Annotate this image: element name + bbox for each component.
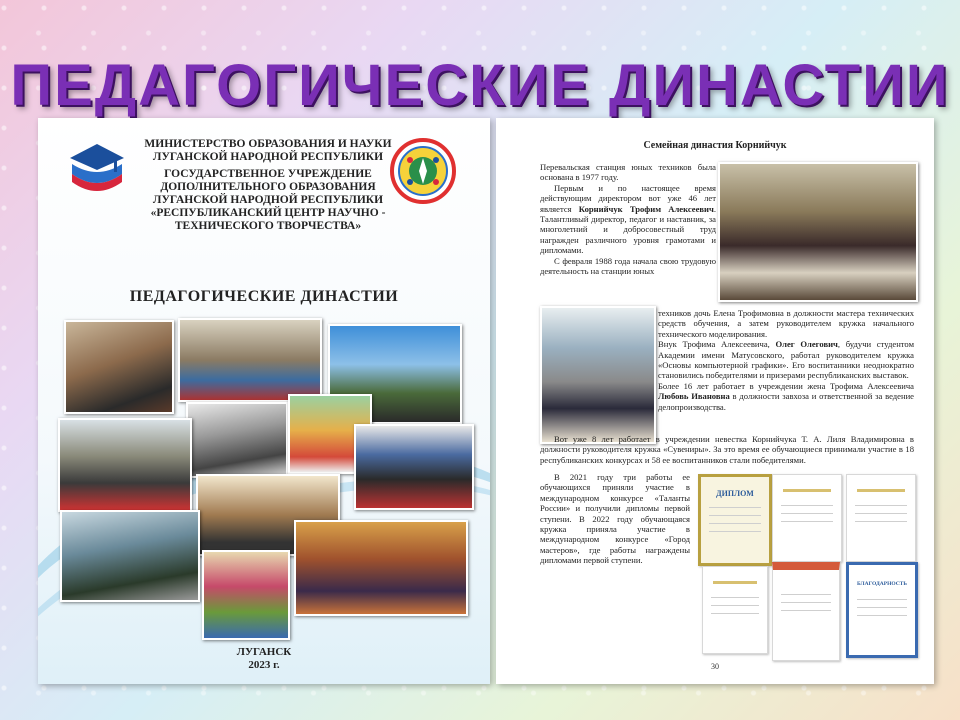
certificate xyxy=(702,566,768,654)
certificate xyxy=(772,474,842,562)
article-text-wide xyxy=(540,434,914,465)
article-paragraph xyxy=(658,381,914,412)
article-heading: Семейная династия Корнийчук xyxy=(643,140,787,151)
souvenir-photo xyxy=(202,550,290,640)
year-label: 2023 г. xyxy=(248,659,280,671)
models-photo xyxy=(58,418,192,512)
center-emblem-icon xyxy=(390,138,456,204)
text-run: Более 16 лет работает в учреждении жена Трофима Алексеевича xyxy=(658,380,914,391)
teacher-at-desk-photo xyxy=(540,306,656,444)
ministry-line: МИНИСТЕРСТВО ОБРАЗОВАНИЯ И НАУКИ xyxy=(144,138,392,150)
museum-photo xyxy=(718,162,918,302)
article-paragraph: Вот уже 8 лет работает в учреждении невестка Корнийчука Т. А. Лиля Владимировна в должности руководителя кружка «Сувениры». За это время ее обучающиеся принимали участие в 18 республиканских конкурсах и 58 ее воспитанников стали победителями. xyxy=(540,434,914,465)
article-text-middle xyxy=(658,308,914,412)
event-photo xyxy=(354,424,474,510)
text-run: Первым и по настоящее время действующим директором вот уже 46 лет является xyxy=(540,182,716,214)
article-paragraph: С февраля 1988 года начала свою трудовую деятельность на станции юных xyxy=(540,255,716,277)
portrait-photo xyxy=(186,402,288,478)
article-page xyxy=(496,118,934,684)
article-paragraph: техников дочь Елена Трофимовна в должности мастера технических средств обучения, а затем руководителем кружка начального технического моделирования. xyxy=(658,308,914,339)
person-name: Олег Олегович xyxy=(775,339,838,350)
text-run: . Талантливый директор, педагог и наставник, за многолетний и добросовестный труд награжден различного уровня грамотами и дипломами. xyxy=(540,203,716,256)
cover-city xyxy=(38,646,490,672)
article-paragraph xyxy=(540,183,716,256)
article-text-top xyxy=(540,162,716,276)
workshop-photo xyxy=(178,318,322,402)
person-name: Любовь Ивановна xyxy=(658,391,730,402)
article-paragraph: Перевальская станция юных техников была основана в 1977 году. xyxy=(540,162,716,183)
page-number: 30 xyxy=(711,662,719,671)
diploma-certificate xyxy=(698,474,772,566)
text-run: в должности завхоза и ответственной за ведение делопроизводства. xyxy=(658,391,914,412)
ministry-line: ЛУГАНСКОЙ НАРОДНОЙ РЕСПУБЛИКИ xyxy=(152,151,384,163)
institution-line: «РЕСПУБЛИКАНСКИЙ ЦЕНТР НАУЧНО - ТЕХНИЧЕСКОГО ТВОРЧЕСТВА» xyxy=(150,207,386,232)
gratitude-certificate xyxy=(846,562,918,658)
person-name: Корнийчук Трофим Алексеевич xyxy=(578,203,714,214)
craft-photo xyxy=(60,510,200,602)
slide-title: ПЕДАГОГИЧЕСКИЕ ДИНАСТИИ xyxy=(10,53,950,118)
cover-institution xyxy=(108,168,428,233)
family-photo xyxy=(64,320,174,414)
institution-line: ЛУГАНСКОЙ НАРОДНОЙ РЕСПУБЛИКИ xyxy=(152,194,384,206)
institution-line: ДОПОЛНИТЕЛЬНОГО ОБРАЗОВАНИЯ xyxy=(160,181,376,193)
article-paragraph xyxy=(658,339,914,381)
certificate xyxy=(772,562,840,661)
article-text-bottom xyxy=(540,472,690,652)
text-run: Внук Трофима Алексеевича, xyxy=(658,339,776,350)
text-run: , будучи студентом Академии имени Матусовского, работал руководителем кружка «Основы компьютерной графики». Его воспитанники неоднократно становились победителями и призерами республиканских выставок. xyxy=(658,339,915,381)
city-label: ЛУГАНСК xyxy=(236,646,292,658)
couple-photo xyxy=(294,520,468,616)
diploma-label: ДИПЛОМ xyxy=(716,489,754,498)
gratitude-label: БЛАГОДАРНОСТЬ xyxy=(857,581,907,587)
article-paragraph: В 2021 году три работы ее обучающихся приняли участие в международном конкурсе «Таланты России» и получили дипломы первой ступени. В 2022 году обучающаяся кружка приняла участие в международном конкурсе «Город мастеров», где работы награждены дипломами первой ступени. xyxy=(540,472,690,566)
book-cover xyxy=(38,118,490,684)
certificate xyxy=(846,474,916,562)
cover-ministry xyxy=(138,138,398,164)
cover-title: ПЕДАГОГИЧЕСКИЕ ДИНАСТИИ xyxy=(129,288,399,305)
institution-line: ГОСУДАРСТВЕННОЕ УЧРЕЖДЕНИЕ xyxy=(164,168,372,180)
